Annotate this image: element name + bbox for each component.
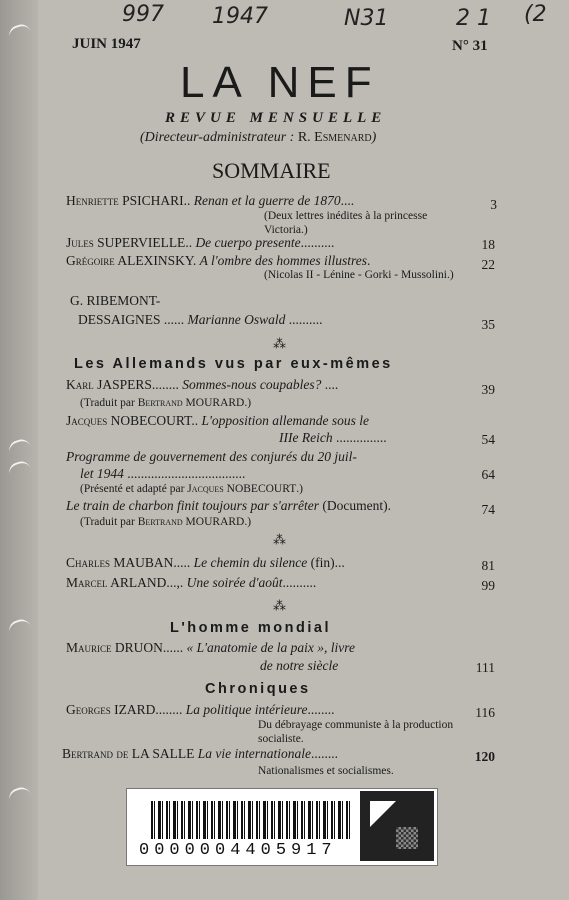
entry-note: (Traduit par Bertrand MOURARD.) [80, 516, 252, 528]
page-number: 99 [481, 578, 495, 593]
director-line: (Directeur-administrateur : R. Esmenard) [140, 130, 377, 145]
toc-entry: Henriette PSICHARI.. Renan et la guerre de 1870.... [66, 193, 355, 208]
toc-entry: Grégoire ALEXINSKY. A l'ombre des hommes illustres. [66, 253, 371, 268]
handwritten-note: 1947 [212, 4, 268, 29]
barcode-bars [151, 801, 351, 839]
toc-entry: Programme de gouvernement des conjurés du 20 juil- [66, 449, 357, 464]
toc-entry: Le train de charbon finit toujours par s'arrêter (Document). [66, 498, 392, 513]
toc-entry: Jacques NOBECOURT.. L'opposition allemande sous le [66, 413, 369, 428]
section-ornament: ⁂ [273, 532, 284, 547]
page-number: 3 [490, 197, 497, 212]
page-number: 64 [481, 467, 495, 482]
section-heading: Les Allemands vus par eux-mêmes [74, 356, 393, 372]
toc-entry: Bertrand de LA SALLE La vie internationale........ [62, 746, 338, 761]
handwritten-note: 997 [122, 2, 164, 27]
entry-note: (Traduit par Bertrand MOURARD.) [80, 397, 252, 409]
toc-entry-continued: de notre siècle [260, 658, 339, 673]
entry-note: (Présenté et adapté par Jacques NOBECOURT.) [80, 483, 303, 495]
handwritten-note: 2 1 [456, 6, 491, 31]
toc-entry-continued: IIIe Reich ............... [279, 430, 387, 445]
toc-entry: Jules SUPERVIELLE.. De cuerpo presente.......... [66, 235, 335, 250]
toc-entry: Maurice DRUON...... « L'anatomie de la paix », livre [66, 640, 356, 655]
page-number: 54 [481, 432, 495, 447]
magazine-subtitle: REVUE MENSUELLE [165, 110, 387, 126]
page-number: 81 [481, 558, 495, 573]
entry-note: (Nicolas II - Lénine - Gorki - Mussolini.) [264, 269, 454, 281]
section-heading: L'homme mondial [170, 620, 331, 636]
page-number: 22 [481, 257, 495, 272]
page-number: 18 [481, 237, 495, 252]
page-number: 39 [481, 382, 495, 397]
toc-entry-author: G. RIBEMONT- [70, 293, 161, 308]
issue-date: JUIN 1947 [72, 36, 141, 52]
toc-entry: Charles MAUBAN..... Le chemin du silence (fin)... [66, 555, 345, 570]
toc-entry: Georges IZARD........ La politique intérieure........ [66, 702, 335, 717]
page-number: 120 [474, 749, 495, 764]
toc-entry: Marcel ARLAND...,. Une soirée d'août.......... [66, 575, 317, 590]
entry-note: (Deux lettres inédites à la princesse Victoria.) [264, 210, 428, 236]
page-number: 35 [481, 317, 495, 332]
handwritten-note: N31 [344, 6, 389, 31]
page-number: 111 [475, 660, 495, 675]
page-number: 74 [481, 502, 495, 517]
barcode-number: 0000004405917 [139, 841, 337, 860]
sommaire-heading: SOMMAIRE [212, 158, 331, 183]
library-logo-icon [360, 791, 434, 861]
library-barcode-label [126, 788, 438, 866]
magazine-title: LA NEF [180, 58, 380, 107]
section-ornament: ⁂ [273, 598, 284, 613]
entry-note: Du débrayage communiste à la production socialiste. [258, 719, 454, 745]
handwritten-note: (2 [524, 2, 547, 27]
toc-entry: DESSAIGNES ...... Marianne Oswald .......... [78, 312, 323, 327]
toc-entry: Karl JASPERS........ Sommes-nous coupables? .... [66, 377, 339, 392]
toc-entry-continued: let 1944 ................................... [80, 466, 246, 481]
page-number: 116 [475, 705, 495, 720]
entry-note: Nationalismes et socialismes. [258, 765, 394, 777]
section-ornament: ⁂ [273, 336, 284, 351]
issue-number: N° 31 [452, 38, 488, 54]
section-heading: Chroniques [205, 681, 311, 697]
